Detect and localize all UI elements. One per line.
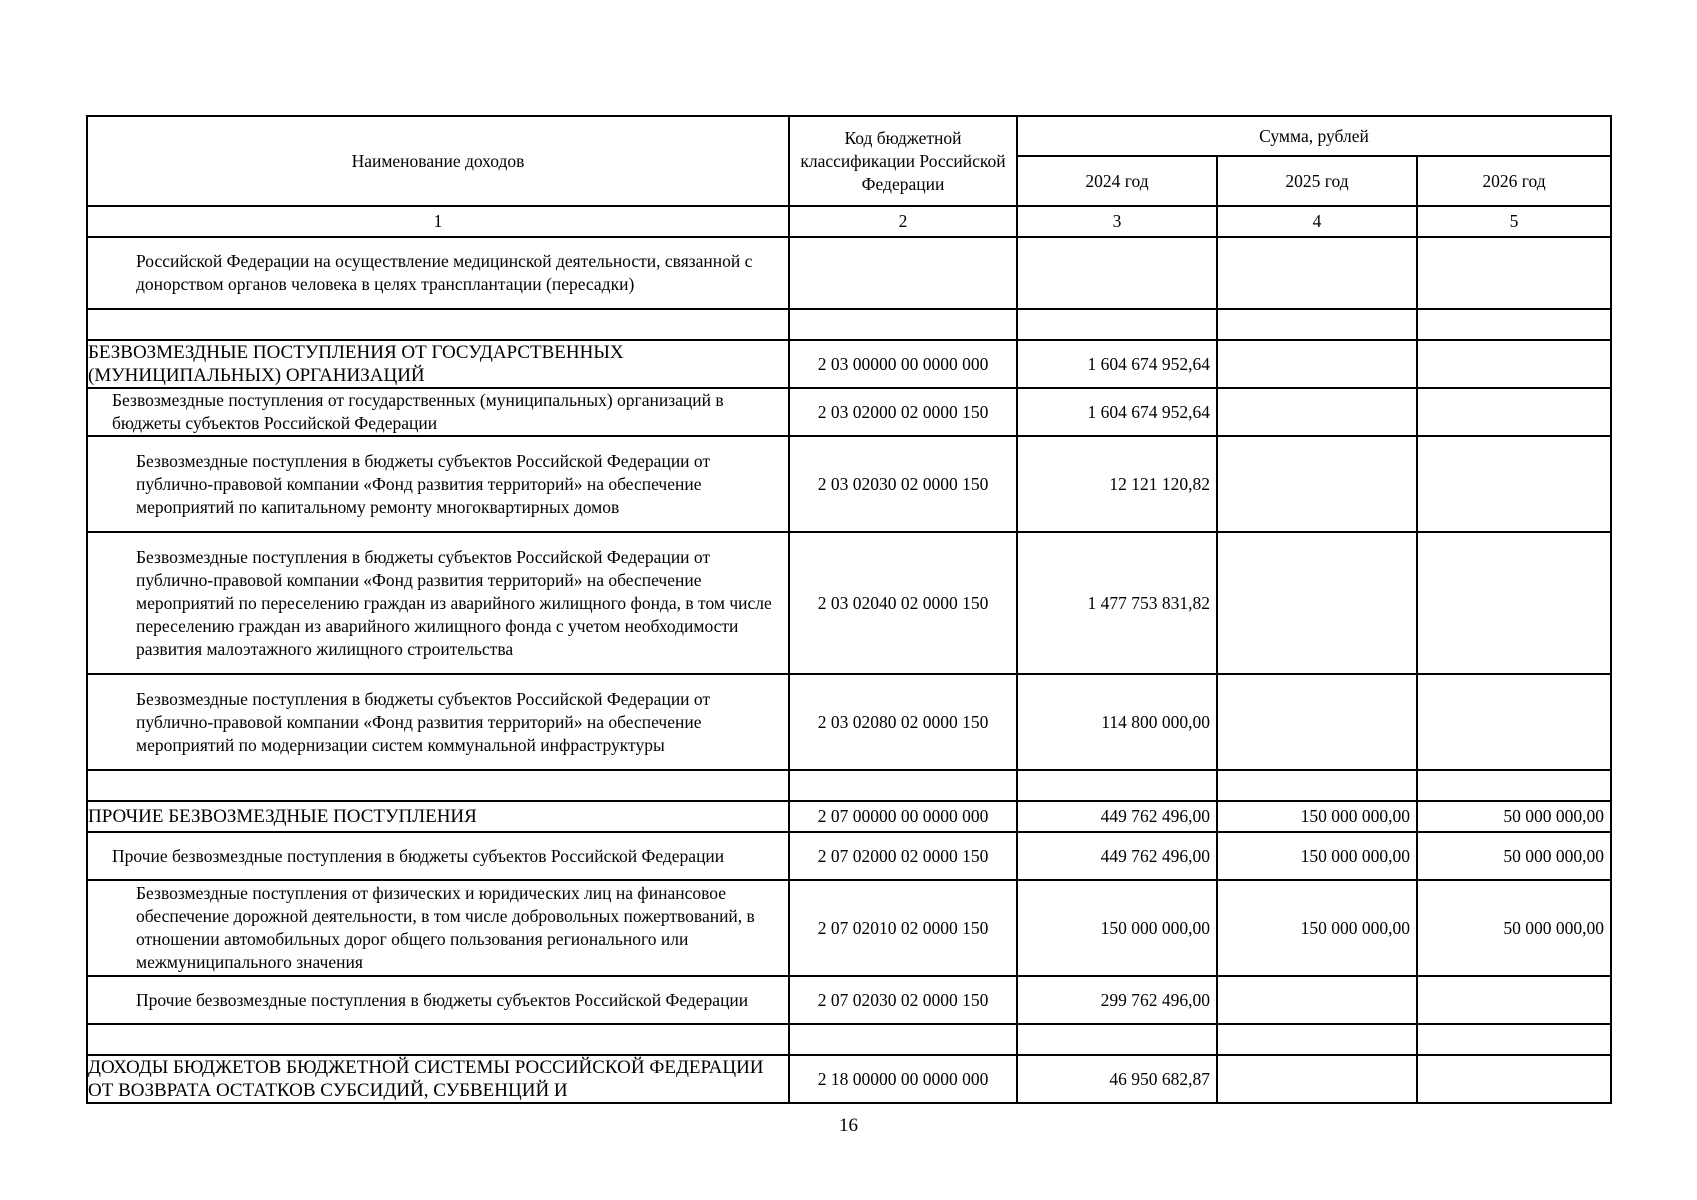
row-2026 bbox=[1417, 340, 1611, 388]
row-2026 bbox=[1417, 388, 1611, 436]
column-number-3: 3 bbox=[1017, 206, 1217, 237]
row-name: Безвозмездные поступления от физических и юридических лиц на финансовое обеспечение дорожной деятельности, в том числе добровольных пожертвований, в отношении автомобильных дорог общего пользования регионального или межмуниципального значения bbox=[87, 880, 789, 976]
spacer-row bbox=[87, 1024, 1611, 1055]
table-row bbox=[87, 1055, 1611, 1103]
row-2026 bbox=[1417, 237, 1611, 309]
revenue-table bbox=[86, 115, 1612, 1104]
row-2025: 150 000 000,00 bbox=[1217, 801, 1417, 832]
row-2024: 114 800 000,00 bbox=[1017, 674, 1217, 770]
row-name: ПРОЧИЕ БЕЗВОЗМЕЗДНЫЕ ПОСТУПЛЕНИЯ bbox=[87, 801, 789, 832]
row-name: Прочие безвозмездные поступления в бюджеты субъектов Российской Федерации bbox=[87, 832, 789, 880]
row-2025 bbox=[1217, 976, 1417, 1024]
row-2025 bbox=[1217, 1055, 1417, 1103]
row-2025 bbox=[1217, 674, 1417, 770]
table-row bbox=[87, 832, 1611, 880]
row-2024: 1 604 674 952,64 bbox=[1017, 388, 1217, 436]
row-name: ДОХОДЫ БЮДЖЕТОВ БЮДЖЕТНОЙ СИСТЕМЫ РОССИЙСКОЙ ФЕДЕРАЦИИ ОТ ВОЗВРАТА ОСТАТКОВ СУБСИДИЙ, СУБВЕНЦИЙ И bbox=[87, 1055, 789, 1103]
row-2025 bbox=[1217, 532, 1417, 674]
page-number: 16 bbox=[839, 1115, 858, 1136]
header-row-top bbox=[87, 116, 1611, 156]
table-row bbox=[87, 340, 1611, 388]
row-2024: 46 950 682,87 bbox=[1017, 1055, 1217, 1103]
table-row bbox=[87, 976, 1611, 1024]
table-row bbox=[87, 237, 1611, 309]
row-code: 2 07 02000 02 0000 150 bbox=[789, 832, 1017, 880]
row-2026 bbox=[1417, 532, 1611, 674]
row-2025 bbox=[1217, 388, 1417, 436]
row-name: БЕЗВОЗМЕЗДНЫЕ ПОСТУПЛЕНИЯ ОТ ГОСУДАРСТВЕННЫХ (МУНИЦИПАЛЬНЫХ) ОРГАНИЗАЦИЙ bbox=[87, 340, 789, 388]
header-year-2024: 2024 год bbox=[1017, 156, 1217, 206]
row-2026: 50 000 000,00 bbox=[1417, 880, 1611, 976]
column-number-4: 4 bbox=[1217, 206, 1417, 237]
row-name: Прочие безвозмездные поступления в бюджеты субъектов Российской Федерации bbox=[87, 976, 789, 1024]
row-code: 2 03 02080 02 0000 150 bbox=[789, 674, 1017, 770]
row-2026: 50 000 000,00 bbox=[1417, 832, 1611, 880]
row-name: Безвозмездные поступления от государственных (муниципальных) организаций в бюджеты субъектов Российской Федерации bbox=[87, 388, 789, 436]
row-2024: 299 762 496,00 bbox=[1017, 976, 1217, 1024]
row-code: 2 03 00000 00 0000 000 bbox=[789, 340, 1017, 388]
row-code: 2 07 02010 02 0000 150 bbox=[789, 880, 1017, 976]
row-2024 bbox=[1017, 237, 1217, 309]
row-2025 bbox=[1217, 340, 1417, 388]
row-2024: 1 604 674 952,64 bbox=[1017, 340, 1217, 388]
header-code: Код бюджетной классификации Российской Федерации bbox=[789, 116, 1017, 206]
row-2024: 449 762 496,00 bbox=[1017, 801, 1217, 832]
row-2026 bbox=[1417, 1055, 1611, 1103]
table-row bbox=[87, 388, 1611, 436]
row-code: 2 03 02030 02 0000 150 bbox=[789, 436, 1017, 532]
row-2026 bbox=[1417, 436, 1611, 532]
row-code: 2 07 02030 02 0000 150 bbox=[789, 976, 1017, 1024]
header-year-2025: 2025 год bbox=[1217, 156, 1417, 206]
table-row bbox=[87, 801, 1611, 832]
row-code: 2 03 02040 02 0000 150 bbox=[789, 532, 1017, 674]
row-2026: 50 000 000,00 bbox=[1417, 801, 1611, 832]
row-2024: 1 477 753 831,82 bbox=[1017, 532, 1217, 674]
row-2025: 150 000 000,00 bbox=[1217, 832, 1417, 880]
row-code bbox=[789, 237, 1017, 309]
row-2025 bbox=[1217, 436, 1417, 532]
column-number-5: 5 bbox=[1417, 206, 1611, 237]
table-row bbox=[87, 532, 1611, 674]
row-2024: 12 121 120,82 bbox=[1017, 436, 1217, 532]
column-number-row bbox=[87, 206, 1611, 237]
row-code: 2 18 00000 00 0000 000 bbox=[789, 1055, 1017, 1103]
row-2024: 150 000 000,00 bbox=[1017, 880, 1217, 976]
row-2025: 150 000 000,00 bbox=[1217, 880, 1417, 976]
row-2025 bbox=[1217, 237, 1417, 309]
table-row bbox=[87, 436, 1611, 532]
column-number-1: 1 bbox=[87, 206, 789, 237]
row-name: Безвозмездные поступления в бюджеты субъектов Российской Федерации от публично-правовой компании «Фонд развития территорий» на обеспечение мероприятий по переселению граждан из аварийного жилищного фонда, в том числе переселению граждан из аварийного жилищного фонда с учетом необходимости развития малоэтажного жилищного строительства bbox=[87, 532, 789, 674]
spacer-row bbox=[87, 309, 1611, 340]
table-row bbox=[87, 880, 1611, 976]
row-code: 2 07 00000 00 0000 000 bbox=[789, 801, 1017, 832]
table-row bbox=[87, 674, 1611, 770]
row-2026 bbox=[1417, 976, 1611, 1024]
header-sum: Сумма, рублей bbox=[1017, 116, 1611, 156]
header-name: Наименование доходов bbox=[87, 116, 789, 206]
row-code: 2 03 02000 02 0000 150 bbox=[789, 388, 1017, 436]
row-name: Безвозмездные поступления в бюджеты субъектов Российской Федерации от публично-правовой компании «Фонд развития территорий» на обеспечение мероприятий по капитальному ремонту многоквартирных домов bbox=[87, 436, 789, 532]
spacer-row bbox=[87, 770, 1611, 801]
row-2024: 449 762 496,00 bbox=[1017, 832, 1217, 880]
row-name: Российской Федерации на осуществление медицинской деятельности, связанной с донорством органов человека в целях трансплантации (пересадки) bbox=[87, 237, 789, 309]
row-name: Безвозмездные поступления в бюджеты субъектов Российской Федерации от публично-правовой компании «Фонд развития территорий» на обеспечение мероприятий по модернизации систем коммунальной инфраструктуры bbox=[87, 674, 789, 770]
row-2026 bbox=[1417, 674, 1611, 770]
column-number-2: 2 bbox=[789, 206, 1017, 237]
header-year-2026: 2026 год bbox=[1417, 156, 1611, 206]
